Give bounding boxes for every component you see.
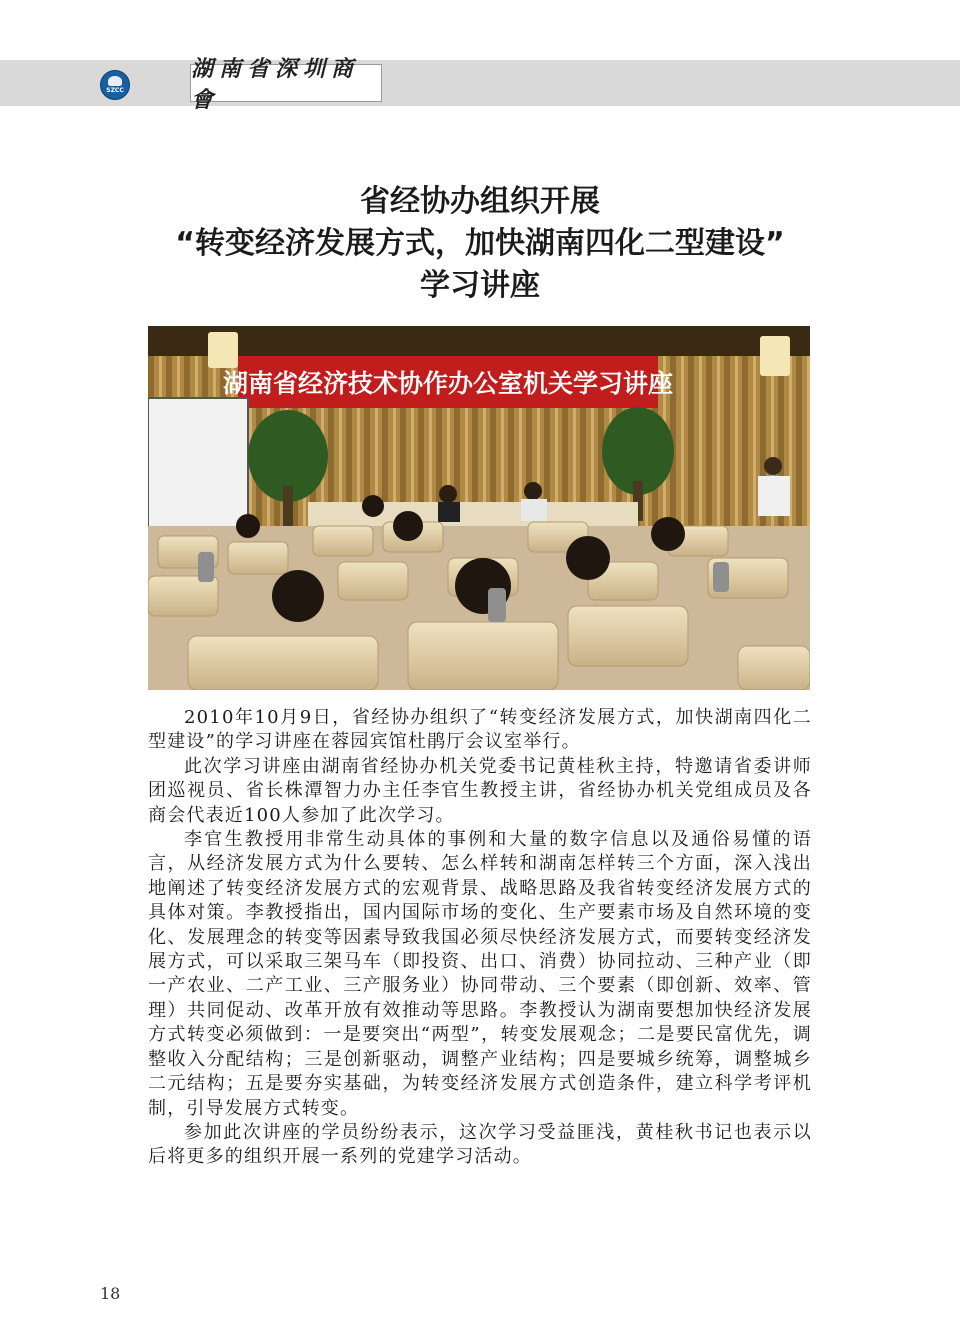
paragraph: 2010年10月9日，省经协办组织了“转变经济发展方式，加快湖南四化二型建设”的学习讲座在蓉园宾馆杜鹃厅会议室举行。 (148, 707, 812, 753)
article-title-line-2: “转变经济发展方式，加快湖南四化二型建设” (175, 226, 785, 261)
brand-name: 湖南省深圳商會 (190, 64, 382, 102)
lecture-photo (148, 326, 810, 690)
paragraph: 李官生教授用非常生动具体的事例和大量的数字信息以及通俗易懂的语言，从经济发展方式为什么要转、怎么样转和湖南怎样转三个方面，深入浅出地阐述了转变经济发展方式的宏观背景、战略思路及我省转变经济发展方式的具体对策。李教授指出，国内国际市场的变化、生产要素市场及自然环境的变化、发展理念的转变等因素导致我国必须尽快经济发展方式，而要转变经济发展方式，可以采取三架马车（即投资、出口、消费）协同拉动、三种产业（即一产农业、二产工业、三产服务业）协同带动、三个要素（即创新、效率、管理）共同促动、改革开放有效推动等思路。李教授认为湖南要想加快经济发展方式转变必须做到：一是要突出“两型”，转变发展观念；二是要民富优先，调整收入分配结构；三是创新驱动，调整产业结构；四是要城乡统筹，调整城乡二元结构；五是要夯实基础，为转变经济发展方式创造条件，建立科学考评机制，引导发展方式转变。 (148, 829, 812, 1119)
bull-icon (108, 76, 122, 86)
szcc-logo (100, 70, 130, 100)
article-body (148, 706, 812, 1170)
paragraph: 参加此次讲座的学员纷纷表示，这次学习受益匪浅，黄桂秋书记也表示以后将更多的组织开展一系列的党建学习活动。 (148, 1121, 812, 1168)
paragraph: 此次学习讲座由湖南省经协办机关党委书记黄桂秋主持，特邀请省委讲师团巡视员、省长株潭智力办主任李官生教授主讲，省经协办机关党组成员及各商会代表近100人参加了此次学习。 (148, 755, 812, 826)
logo-text: SZCC (106, 87, 124, 94)
article-title-line-3: 学习讲座 (420, 268, 540, 303)
article-title-line-1: 省经协办组织开展 (360, 184, 600, 219)
page-number: 18 (100, 1284, 121, 1303)
photo-banner-text: 湖南省经济技术协作办公室机关学习讲座 (222, 369, 674, 398)
header-bar (0, 60, 960, 106)
